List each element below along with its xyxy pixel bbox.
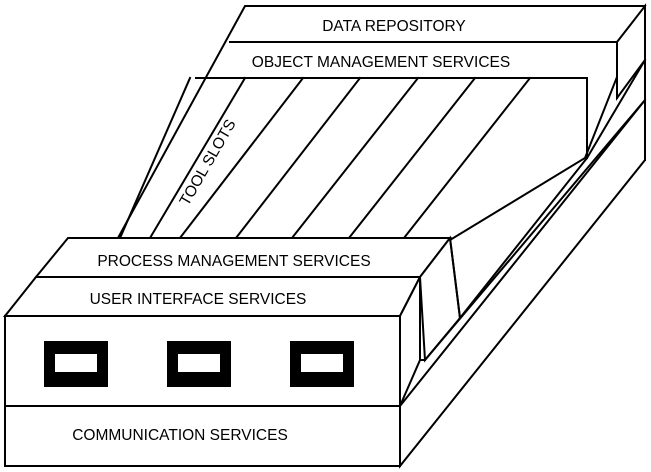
user-interface-layer — [5, 277, 420, 316]
screen-display — [54, 353, 98, 373]
communication-layer — [5, 406, 400, 466]
communication-label: COMMUNICATION SERVICES — [72, 427, 288, 444]
screen-display — [300, 353, 344, 373]
front-block — [5, 316, 400, 406]
process-management-label: PROCESS MANAGEMENT SERVICES — [97, 253, 371, 270]
user-interface-label: USER INTERFACE SERVICES — [89, 291, 307, 308]
data-repository-label: DATA REPOSITORY — [322, 18, 466, 35]
tool-slots-label: TOOL SLOTS — [176, 116, 240, 209]
screen-3 — [290, 341, 354, 387]
process-management-layer — [36, 238, 450, 277]
screen-2 — [167, 341, 231, 387]
object-management-label: OBJECT MANAGEMENT SERVICES — [251, 54, 511, 71]
screen-display — [177, 353, 221, 373]
screen-1 — [44, 341, 108, 387]
